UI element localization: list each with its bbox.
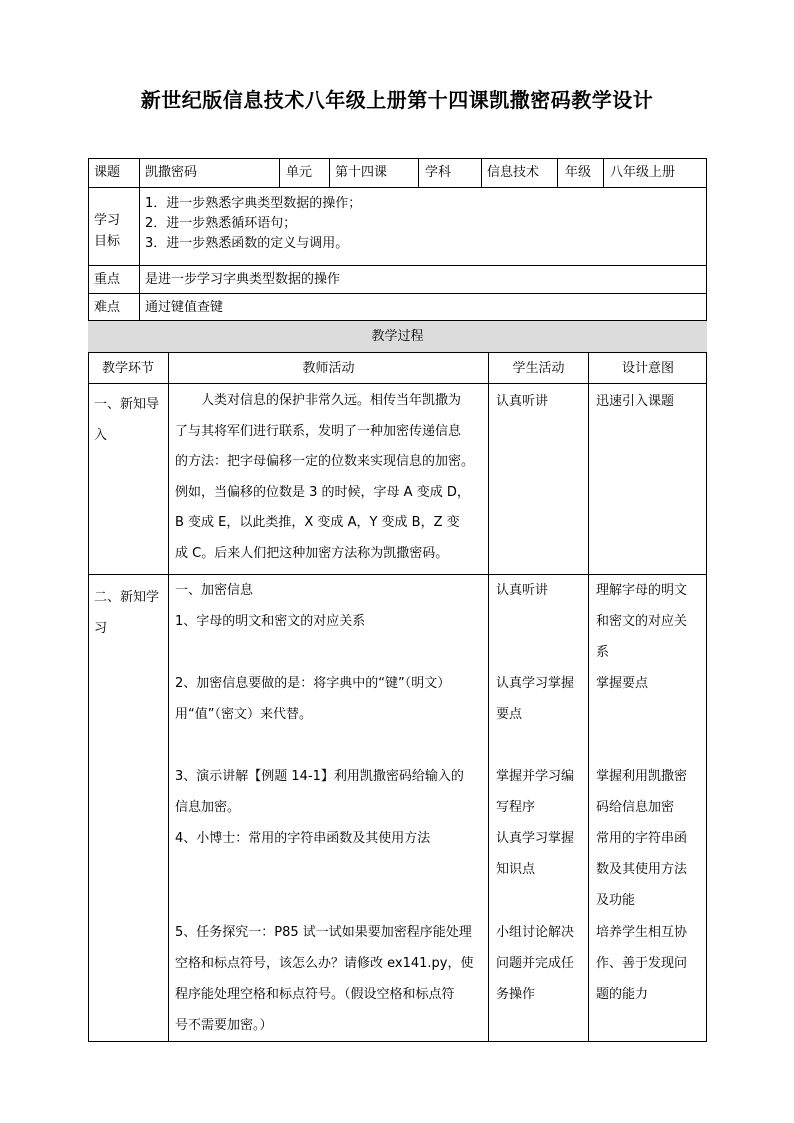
process-title-row	[88, 321, 707, 352]
column-header-teacher: 教师活动	[302, 361, 355, 376]
design-intent: 系	[596, 645, 610, 660]
design-intent: 理解字母的明文	[596, 583, 688, 598]
student-activity: 务操作	[496, 987, 536, 1002]
design-intent: 题的能力	[596, 987, 649, 1002]
teacher-activity-item: 空格和标点符号，该怎么办？请修改 ex141.py，使	[175, 956, 474, 971]
design-intent: 掌握要点	[596, 676, 649, 691]
teacher-activity-item: 用“值”（密文）来代替。	[175, 707, 312, 722]
difficulty-label: 难点	[94, 300, 121, 315]
column-header-intent: 设计意图	[621, 361, 674, 376]
student-activity: 写程序	[496, 800, 536, 815]
design-intent: 培养学生相互协	[596, 925, 688, 940]
student-activity: 认真听讲	[496, 394, 549, 409]
key-point-label: 重点	[94, 272, 121, 287]
design-intent: 掌握利用凯撒密	[596, 769, 688, 784]
student-activity: 认真听讲	[496, 583, 549, 598]
teacher-activity-item: 3、演示讲解【例题 14-1】利用凯撒密码给输入的	[175, 769, 464, 784]
teacher-activity-item: 5、任务探究一：P85 试一试如果要加密程序能处理	[175, 925, 472, 940]
design-intent: 及功能	[596, 893, 636, 908]
grade-label: 年级	[565, 165, 592, 180]
student-activity: 认真学习掌握	[496, 676, 575, 691]
teacher-activity: 人类对信息的保护非常久远。相传当年凯撒为 了与其将军们进行联系，发明了一种加密传递信息 的方法：把字母偏移一定的位数来实现信息的加密。 例如，当偏移的位数是 3 的时候，字母 A 变成 D， B 变成 E，以此类推，X 变成 A，Y 变成 B，Z 变 成 C。后来人们把这种加密方法称为凯撒密码。	[175, 393, 475, 561]
subject-label: 学科	[425, 165, 452, 180]
unit-value: 第十四课	[335, 165, 388, 180]
design-intent: 码给信息加密	[596, 800, 675, 815]
design-intent: 迅速引入课题	[596, 394, 675, 409]
design-intent: 作、善于发现问	[596, 956, 688, 971]
student-activity: 问题并完成任	[496, 956, 575, 971]
teacher-activity-item: 2、加密信息要做的是：将字典中的“键”（明文）	[175, 676, 451, 691]
teacher-activity-heading: 一、加密信息	[175, 583, 254, 598]
process-title: 教学过程	[371, 329, 424, 344]
goal-item: 1．进一步熟悉字典类型数据的操作；	[145, 196, 362, 211]
column-header-student: 学生活动	[512, 361, 565, 376]
design-intent: 数及其使用方法	[596, 862, 688, 877]
document-title: 新世纪版信息技术八年级上册第十四课凯撒密码教学设计	[140, 88, 654, 112]
goals-label: 学习 目标	[94, 213, 121, 249]
stage-name: 一、新知导 入	[94, 397, 160, 443]
teacher-activity-item: 4、小博士：常用的字符串函数及其使用方法	[175, 831, 431, 846]
subject-value: 信息技术	[487, 165, 540, 180]
topic-value: 凯撒密码	[145, 165, 198, 180]
student-activity: 小组讨论解决	[496, 925, 575, 940]
unit-label: 单元	[286, 165, 313, 180]
teacher-activity-item: 1、字母的明文和密文的对应关系	[175, 614, 366, 629]
goal-item: 2．进一步熟悉循环语句；	[145, 216, 297, 231]
table-row	[88, 384, 707, 574]
student-activity: 认真学习掌握	[496, 831, 575, 846]
design-intent: 和密文的对应关	[596, 614, 688, 629]
stage-name: 二、新知学 习	[94, 590, 160, 636]
student-activity: 知识点	[496, 862, 536, 877]
design-intent: 常用的字符串函	[596, 831, 688, 846]
teacher-activity-item: 号不需要加密。）	[175, 1018, 273, 1033]
teacher-activity-item: 程序能处理空格和标点符号。（假设空格和标点符	[175, 987, 455, 1002]
key-point-value: 是进一步学习字典类型数据的操作	[145, 272, 341, 287]
goal-item: 3．进一步熟悉函数的定义与调用。	[145, 236, 349, 251]
teacher-activity-item: 信息加密。	[175, 800, 241, 815]
student-activity: 要点	[496, 707, 523, 722]
student-activity: 掌握并学习编	[496, 769, 575, 784]
column-header-stage: 教学环节	[101, 361, 154, 376]
topic-label: 课题	[94, 165, 121, 180]
table-row	[88, 575, 707, 1041]
goals-list	[145, 194, 361, 254]
grade-value: 八年级上册	[610, 165, 676, 180]
difficulty-value: 通过键值查键	[145, 300, 224, 315]
